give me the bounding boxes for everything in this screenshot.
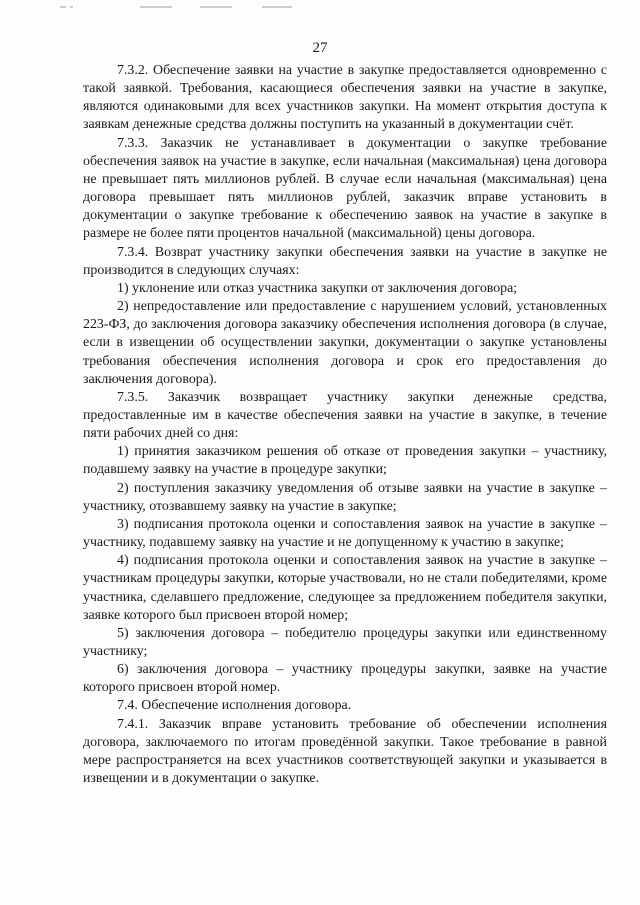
scan-edge-marks <box>0 0 640 14</box>
list-item-7-3-5-4: 4) подписания протокола оценки и сопоставления заявок на участие в закупке – участникам процедуры закупки, которые участвовали, но не стали победителями, кроме участника, сделавшего предложение, следующее за предложением победителя закупки, заявке которого был присвоен второй номер; <box>83 553 607 623</box>
list-item-7-3-5-6: 6) заключения договора – участнику процедуры закупки, заявке на участие которого присвоен второй номер. <box>83 662 607 696</box>
list-item-7-3-5-1: 1) принятия заказчиком решения об отказе от проведения закупки – участнику, подавшему заявку на участие в процедуре закупки; <box>83 444 607 478</box>
document-body <box>83 62 607 788</box>
list-item-7-3-5-2: 2) поступления заказчику уведомления об отзыве заявки на участие в закупке – участнику, отозвавшему заявку на участие в закупке; <box>83 480 607 514</box>
list-item-7-3-5-3: 3) подписания протокола оценки и сопоставления заявок на участие в закупке – участнику, подавшему заявку на участие и не допущенному к участию в закупке; <box>83 516 607 551</box>
list-item-7-3-5-5: 5) заключения договора – победителю процедуры закупки или единственному участнику; <box>83 625 607 659</box>
paragraph-7-3-5: 7.3.5. Заказчик возвращает участнику закупки денежные средства, предоставленные им в качестве обеспечения заявки на участие в закупке, в течение пяти рабочих дней со дня: <box>83 389 607 442</box>
page-number: 27 <box>312 40 328 56</box>
list-item-7-3-4-1: 1) уклонение или отказ участника закупки от заключения договора; <box>117 280 518 296</box>
paragraph-7-3-4: 7.3.4. Возврат участнику закупки обеспечения заявки на участие в закупке не производится в следующих случаях: <box>83 244 607 278</box>
paragraph-7-3-3: 7.3.3. Заказчик не устанавливает в документации о закупке требование обеспечения заявок на участие в закупке, если начальная (максимальная) цена договора не превышает пять миллионов рублей. В случае если начальная (максимальная) цена договора превышает пять миллионов рублей, заказчик вправе установить в документации о закупке требование к обеспечению заявок на участие в закупке в размере не более пяти процентов начальной (максимальной) цены договора. <box>83 135 607 242</box>
paragraph-7-4-1: 7.4.1. Заказчик вправе установить требование об обеспечении исполнения договора, заключаемого по итогам проведённой закупки. Такое требование в равной мере распространяется на всех участников соответствующей закупки и указывается в извещении и в документации о закупке. <box>83 716 607 787</box>
paragraph-7-3-2: 7.3.2. Обеспечение заявки на участие в закупке предоставляется одновременно с такой заявкой. Требования, касающиеся обеспечения заявки на участие в закупке, являются одинаковыми для всех участников закупки. На момент открытия доступа к заявкам денежные средства должны поступить на указанный в документации счёт. <box>83 63 607 133</box>
list-item-7-3-4-2: 2) непредоставление или предоставление с нарушением условий, установленных 223-ФЗ, до заключения договора заказчику обеспечения исполнения договора (в случае, если в извещении об осуществлении закупки, документации о закупке установлены требования обеспечения исполнения договора и срок его предоставления до заключения договора). <box>83 299 607 387</box>
section-heading-7-4: 7.4. Обеспечение исполнения договора. <box>117 698 352 714</box>
